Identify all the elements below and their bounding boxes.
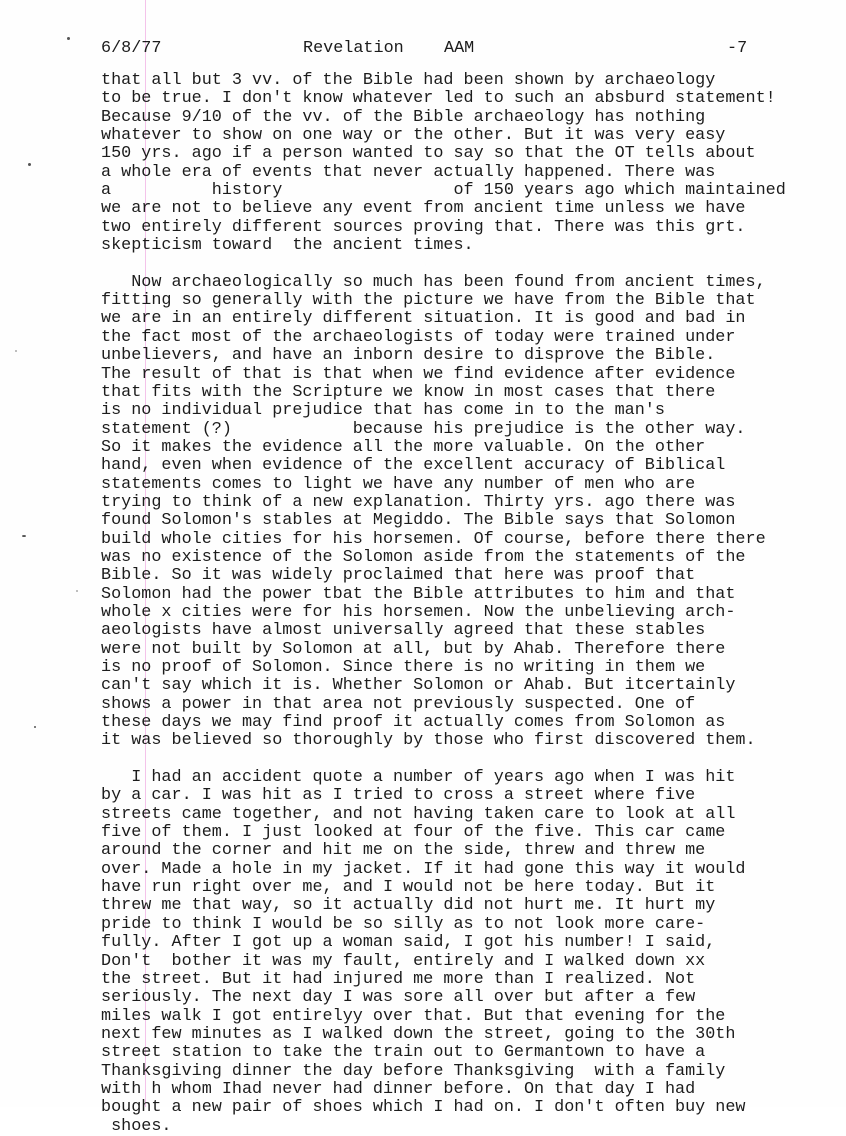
text-line: these days we may find proof it actually comes from Solomon as [101, 713, 726, 733]
scan-speck [22, 535, 26, 537]
text-line: to be true. I don't know whatever led to such an absburd statement! [101, 89, 776, 109]
text-line: we are not to believe any event from ancient time unless we have [101, 199, 746, 219]
text-line: hand, even when evidence of the excellent accuracy of Biblical [101, 456, 726, 476]
text-line: that all but 3 vv. of the Bible had been shown by archaeology [101, 71, 716, 90]
header-initials: AAM [444, 39, 475, 58]
text-line: with h whom Ihad never had dinner before. On that day I had [101, 1079, 696, 1099]
header-page-number: -7 [727, 39, 748, 58]
text-line: pride to think I would be so silly as to not look more care- [101, 914, 706, 934]
paragraph [101, 769, 841, 1136]
text-line: streets came together, and not having taken care to look at all [101, 804, 736, 824]
text-line: Bible. So it was widely proclaimed that here was proof that [101, 566, 696, 586]
text-line: miles walk I got entirelyy over that. But that evening for the [101, 1006, 726, 1026]
text-line: aeologists have almost universally agreed that these stables [101, 621, 706, 641]
text-line: we are in an entirely different situation. It is good and bad in [101, 309, 746, 329]
document-body [101, 72, 841, 1136]
scan-speck [67, 37, 70, 40]
text-line: Because 9/10 of the vv. of the Bible archaeology has nothing [101, 107, 706, 127]
text-line: over. Made a hole in my jacket. If it had gone this way it would [101, 859, 746, 879]
text-line: fitting so generally with the picture we have from the Bible that [101, 291, 756, 311]
text-line: build whole cities for his horsemen. Of course, before there there [101, 529, 766, 549]
page-header [101, 38, 801, 60]
scan-speck [34, 726, 36, 728]
text-line: trying to think of a new explanation. Thirty yrs. ago there was [101, 492, 736, 512]
text-line: can't say which it is. Whether Solomon or Ahab. But itcertainly [101, 676, 736, 696]
text-line: So it makes the evidence all the more valuable. On the other [101, 437, 706, 457]
text-line: Now archaeologically so much has been found from ancient times, [101, 272, 766, 292]
text-line: Don't bother it was my fault, entirely and I walked down xx [101, 951, 706, 971]
scan-speck [76, 590, 78, 592]
text-line: it was believed so thoroughly by those who first discovered them. [101, 731, 756, 751]
text-line: by a car. I was hit as I tried to cross a street where five [101, 786, 696, 806]
text-line: unbelievers, and have an inborn desire to disprove the Bible. [101, 346, 716, 366]
text-line: seriously. The next day I was sore all over but after a few [101, 988, 696, 1008]
text-line: Thanksgiving dinner the day before Thanksgiving with a family [101, 1061, 726, 1081]
text-line: 150 yrs. ago if a person wanted to say so that the OT tells about [101, 144, 756, 164]
text-line: I had an accident quote a number of years ago when I was hit [101, 768, 736, 788]
text-line: five of them. I just looked at four of the five. This car came [101, 823, 726, 843]
text-line: is no individual prejudice that has come in to the man's [101, 401, 665, 421]
text-line: statements comes to light we have any number of men who are [101, 474, 696, 494]
scan-speck [28, 163, 31, 166]
text-line: statement (?) because his prejudice is the other way. [101, 419, 746, 439]
text-line: shows a power in that area not previously suspected. One of [101, 694, 696, 714]
header-title: Revelation [303, 39, 404, 58]
text-line: the street. But it had injured me more than I realized. Not [101, 969, 696, 989]
text-line: shoes. [101, 1116, 172, 1136]
text-line: bought a new pair of shoes which I had on. I don't often buy new [101, 1098, 746, 1118]
text-line: two entirely different sources proving that. There was this grt. [101, 217, 746, 237]
text-line: found Solomon's stables at Megiddo. The Bible says that Solomon [101, 511, 736, 531]
text-line: have run right over me, and I would not be here today. But it [101, 878, 716, 898]
text-line: whole x cities were for his horsemen. Now the unbelieving arch- [101, 602, 736, 622]
text-line: skepticism toward the ancient times. [101, 236, 474, 256]
text-line: street station to take the train out to Germantown to have a [101, 1043, 706, 1063]
header-date: 6/8/77 [101, 39, 162, 58]
text-line: a history of 150 years ago which maintained [101, 181, 786, 201]
paragraph [101, 274, 841, 751]
text-line: The result of that is that when we find evidence after evidence [101, 364, 736, 384]
text-line: a whole era of events that never actually happened. There was [101, 162, 716, 182]
text-line: threw me that way, so it actually did not hurt me. It hurt my [101, 896, 716, 916]
text-line: around the corner and hit me on the side, threw and threw me [101, 841, 706, 861]
text-line: whatever to show on one way or the other. But it was very easy [101, 126, 726, 146]
text-line: fully. After I got up a woman said, I got his number! I said, [101, 933, 716, 953]
text-line: was no existence of the Solomon aside from the statements of the [101, 547, 746, 567]
scan-speck [15, 350, 17, 352]
text-line: that fits with the Scripture we know in most cases that there [101, 382, 716, 402]
text-line: Solomon had the power tbat the Bible attributes to him and that [101, 584, 736, 604]
text-line: were not built by Solomon at all, but by Ahab. Therefore there [101, 639, 726, 659]
text-line: next few minutes as I walked down the street, going to the 30th [101, 1024, 736, 1044]
paragraph [101, 72, 841, 255]
text-line: the fact most of the archaeologists of today were trained under [101, 327, 736, 347]
text-line: is no proof of Solomon. Since there is no writing in them we [101, 658, 706, 677]
